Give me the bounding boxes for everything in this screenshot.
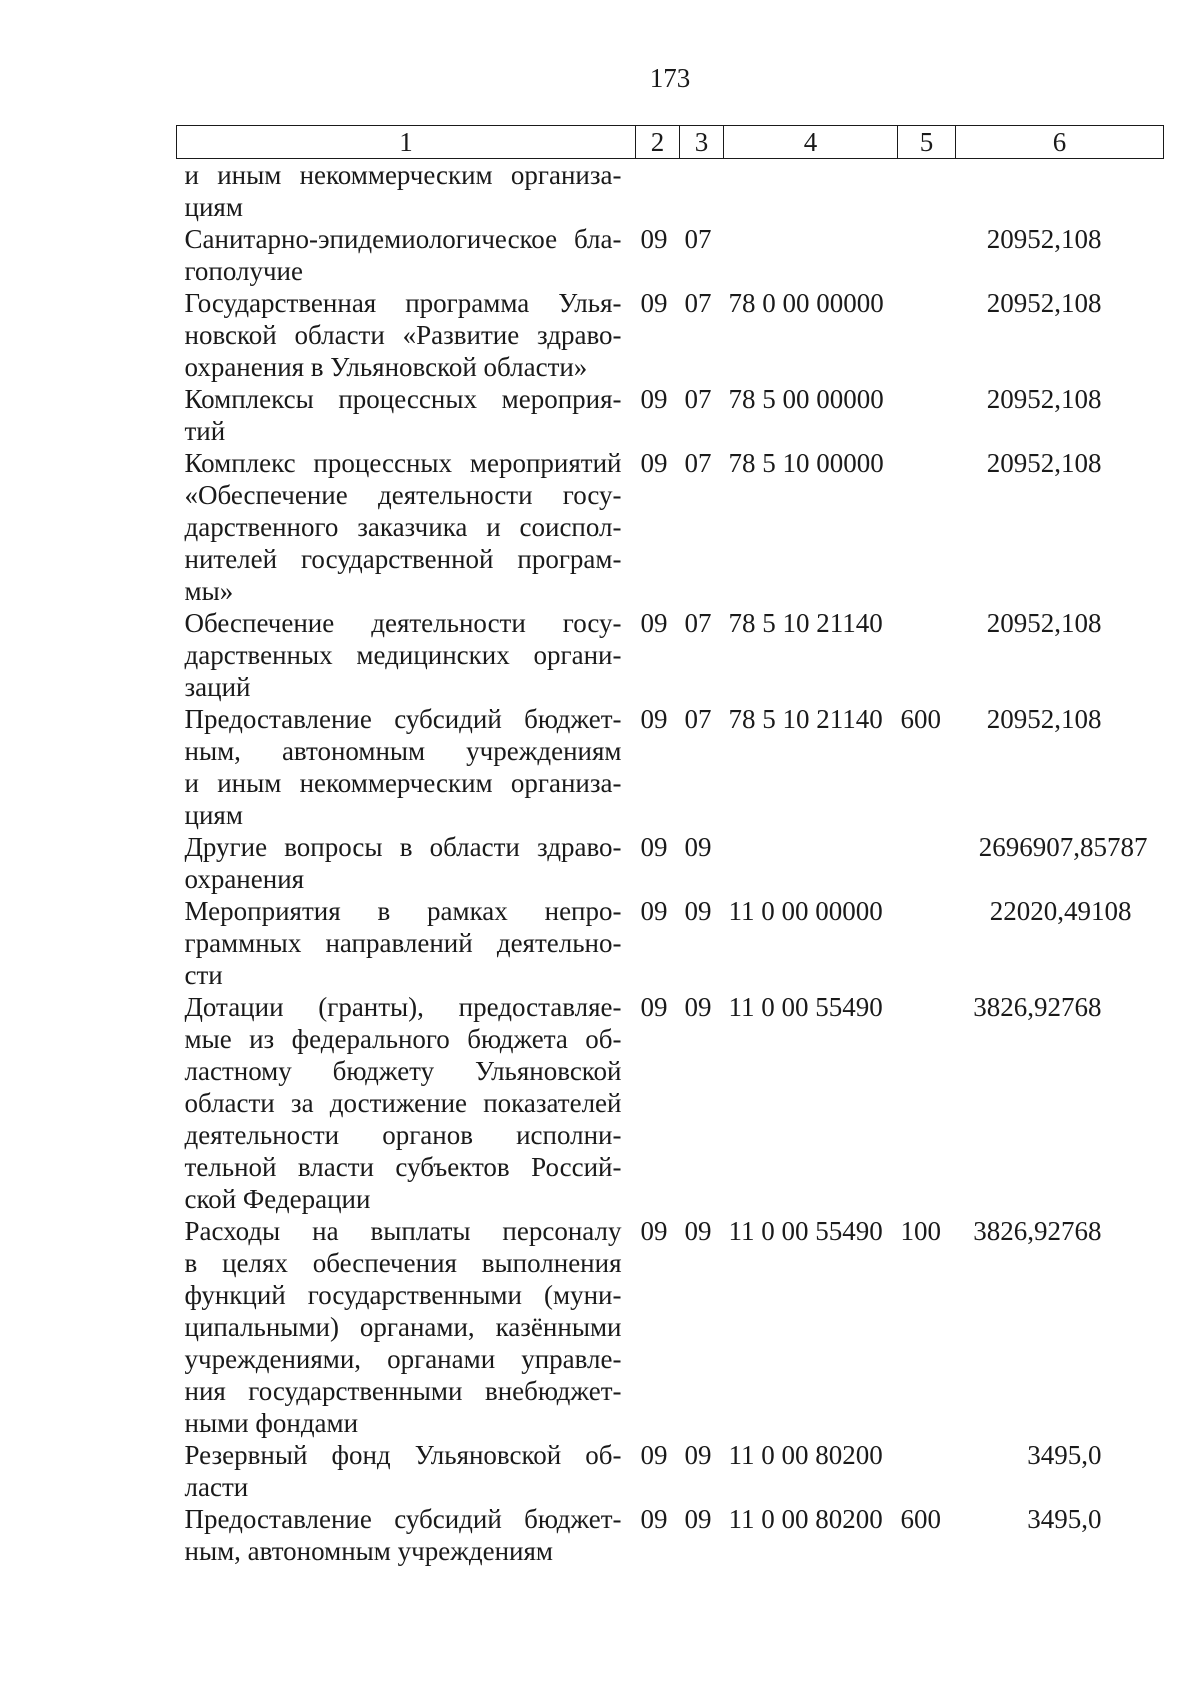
header-col-3: 3	[680, 126, 724, 159]
row-section-cell: 09	[640, 448, 668, 478]
row-name-line: Комплексы процессных мероприя-	[184, 384, 622, 414]
row-target-article-cell	[724, 831, 898, 895]
row-section-cell: 09	[640, 384, 668, 414]
row-amount-cell	[956, 159, 1164, 224]
row-section-cell: 09	[640, 1216, 668, 1246]
table-row	[177, 1439, 1164, 1503]
row-name-line: нителей государственной програм-	[184, 544, 622, 574]
row-name-line: ным, автономным учреждениям	[184, 736, 622, 766]
row-name-line: и иным некоммерческим организа-	[184, 768, 622, 798]
page-number: 173	[649, 63, 691, 93]
row-name-line: Обеспечение деятельности госу-	[184, 608, 622, 638]
row-name-line: Резервный фонд Ульяновской об-	[184, 1440, 622, 1470]
row-subsection-cell: 09	[684, 1504, 712, 1534]
row-target-article-cell	[724, 159, 898, 224]
row-name-line: новской области «Развитие здраво-	[184, 320, 622, 350]
row-amount-cell: 20952,108	[986, 224, 1102, 254]
row-target-article-cell: 78 0 00 00000	[728, 288, 884, 318]
row-subsection-cell: 07	[684, 288, 712, 318]
row-name-line: Комплекс процессных мероприятий	[184, 448, 622, 478]
table-row	[177, 1503, 1164, 1567]
row-target-article-cell: 11 0 00 55490	[728, 992, 883, 1022]
row-section-cell: 09	[640, 1440, 668, 1470]
row-name-line: заций	[184, 672, 251, 702]
row-amount-cell: 3495,0	[1027, 1504, 1102, 1534]
row-name-line: Санитарно-эпидемиологическое бла-	[184, 224, 622, 254]
row-name-line: тельной власти субъектов Россий-	[184, 1152, 622, 1182]
row-name-cell	[177, 1215, 636, 1439]
row-name-cell	[177, 1439, 636, 1503]
row-expense-type-cell	[898, 223, 956, 287]
row-expense-type-cell	[898, 831, 956, 895]
row-name-line: тий	[184, 416, 226, 446]
row-subsection-cell: 09	[684, 896, 712, 926]
row-name-cell	[177, 223, 636, 287]
row-name-line: дарственных медицинских органи-	[184, 640, 622, 670]
row-name-line: ным, автономным учреждениям	[184, 1536, 553, 1566]
row-name-cell	[177, 895, 636, 991]
row-name-line: мы»	[184, 576, 234, 606]
row-section-cell	[636, 159, 680, 224]
table-row	[177, 991, 1164, 1215]
row-name-line: «Обеспечение деятельности госу-	[184, 480, 622, 510]
row-name-line: Предоставление субсидий бюджет-	[184, 704, 622, 734]
row-name-line: охранения	[184, 864, 305, 894]
row-subsection-cell: 09	[684, 1216, 712, 1246]
row-expense-type-cell	[898, 287, 956, 383]
row-target-article-cell	[724, 223, 898, 287]
row-name-line: циям	[184, 192, 243, 222]
row-target-article-cell: 11 0 00 00000	[728, 896, 883, 926]
row-subsection-cell: 07	[684, 384, 712, 414]
row-expense-type-cell: 600	[900, 1504, 941, 1534]
row-name-cell	[177, 383, 636, 447]
row-name-line: Государственная программа Улья-	[184, 288, 622, 318]
row-section-cell: 09	[640, 992, 668, 1022]
row-amount-cell: 20952,108	[986, 608, 1102, 638]
row-expense-type-cell	[898, 159, 956, 224]
row-amount-cell: 20952,108	[986, 384, 1102, 414]
row-expense-type-cell	[898, 895, 956, 991]
row-name-line: охранения в Ульяновской области»	[184, 352, 588, 382]
row-name-line: сти	[184, 960, 223, 990]
row-name-cell	[177, 991, 636, 1215]
row-name-line: в целях обеспечения выполнения	[184, 1248, 622, 1278]
row-name-line: мые из федерального бюджета об-	[184, 1024, 622, 1054]
table-row	[177, 223, 1164, 287]
row-expense-type-cell	[898, 607, 956, 703]
row-name-line: Предоставление субсидий бюджет-	[184, 1504, 622, 1534]
row-subsection-cell: 09	[684, 992, 712, 1022]
row-name-line: деятельности органов исполни-	[184, 1120, 622, 1150]
row-name-line: функций государственными (муни-	[184, 1280, 622, 1310]
row-target-article-cell: 11 0 00 55490	[728, 1216, 883, 1246]
row-name-line: Расходы на выплаты персоналу	[184, 1216, 622, 1246]
row-target-article-cell: 78 5 10 21140	[728, 704, 883, 734]
row-name-line: ластному бюджету Ульяновской	[184, 1056, 622, 1086]
row-name-cell	[177, 1503, 636, 1567]
row-name-line: ными фондами	[184, 1408, 359, 1438]
row-name-line: Другие вопросы в области здраво-	[184, 832, 622, 862]
row-amount-cell: 20952,108	[986, 704, 1102, 734]
row-name-line: области за достижение показателей	[184, 1088, 622, 1118]
budget-table	[176, 125, 1164, 1567]
row-subsection-cell: 07	[684, 704, 712, 734]
row-target-article-cell: 78 5 10 00000	[728, 448, 884, 478]
row-name-line: ния государственными внебюджет-	[184, 1376, 622, 1406]
table-row	[177, 703, 1164, 831]
row-section-cell: 09	[640, 704, 668, 734]
row-name-cell	[177, 447, 636, 607]
table-row	[177, 607, 1164, 703]
row-name-cell	[177, 159, 636, 224]
row-expense-type-cell	[898, 991, 956, 1215]
row-section-cell: 09	[640, 608, 668, 638]
row-name-line: ципальными) органами, казёнными	[184, 1312, 622, 1342]
row-amount-cell: 22020,49108	[989, 896, 1132, 926]
row-name-line: учреждениями, органами управле-	[184, 1344, 622, 1374]
header-col-4: 4	[724, 126, 898, 159]
row-expense-type-cell	[898, 383, 956, 447]
header-row	[177, 126, 1164, 159]
row-name-line: Дотации (гранты), предоставляе-	[184, 992, 622, 1022]
table-row	[177, 447, 1164, 607]
row-section-cell: 09	[640, 896, 668, 926]
row-target-article-cell: 78 5 00 00000	[728, 384, 884, 414]
row-amount-cell: 20952,108	[986, 448, 1102, 478]
row-subsection-cell: 07	[684, 448, 712, 478]
row-subsection-cell: 09	[684, 1440, 712, 1470]
row-name-line: Мероприятия в рамках непро-	[184, 896, 622, 926]
row-name-cell	[177, 287, 636, 383]
row-name-cell	[177, 607, 636, 703]
row-amount-cell: 20952,108	[986, 288, 1102, 318]
table-header	[177, 126, 1164, 159]
row-section-cell: 09	[640, 1504, 668, 1534]
row-name-line: ласти	[184, 1472, 249, 1502]
table-row	[177, 1215, 1164, 1439]
row-name-line: граммных направлений деятельно-	[184, 928, 622, 958]
row-subsection-cell: 07	[684, 224, 712, 254]
row-amount-cell: 3495,0	[1027, 1440, 1102, 1470]
row-section-cell: 09	[640, 224, 668, 254]
row-amount-cell: 3826,92768	[973, 1216, 1102, 1246]
header-col-2: 2	[636, 126, 680, 159]
table-row	[177, 831, 1164, 895]
row-amount-cell: 3826,92768	[973, 992, 1102, 1022]
table-row	[177, 159, 1164, 224]
row-target-article-cell: 11 0 00 80200	[728, 1504, 883, 1534]
row-name-cell	[177, 831, 636, 895]
header-col-1: 1	[177, 126, 636, 159]
row-target-article-cell: 11 0 00 80200	[728, 1440, 883, 1470]
budget-table-container	[176, 125, 1163, 1567]
row-expense-type-cell	[898, 1439, 956, 1503]
row-section-cell: 09	[640, 288, 668, 318]
row-expense-type-cell	[898, 447, 956, 607]
header-col-5: 5	[898, 126, 956, 159]
row-amount-cell: 2696907,85787	[978, 832, 1148, 862]
row-subsection-cell	[680, 159, 724, 224]
row-name-line: дарственного заказчика и соиспол-	[184, 512, 622, 542]
table-row	[177, 895, 1164, 991]
header-col-6: 6	[956, 126, 1164, 159]
row-target-article-cell: 78 5 10 21140	[728, 608, 883, 638]
row-name-line: ской Федерации	[184, 1184, 371, 1214]
row-subsection-cell: 07	[684, 608, 712, 638]
row-expense-type-cell: 600	[900, 704, 941, 734]
row-name-line: и иным некоммерческим организа-	[184, 160, 622, 190]
row-name-line: гополучие	[184, 256, 303, 286]
row-subsection-cell: 09	[684, 832, 712, 862]
row-expense-type-cell: 100	[900, 1216, 941, 1246]
row-name-line: циям	[184, 800, 243, 830]
row-section-cell: 09	[640, 832, 668, 862]
table-body	[177, 159, 1164, 1568]
table-row	[177, 383, 1164, 447]
row-name-cell	[177, 703, 636, 831]
table-row	[177, 287, 1164, 383]
